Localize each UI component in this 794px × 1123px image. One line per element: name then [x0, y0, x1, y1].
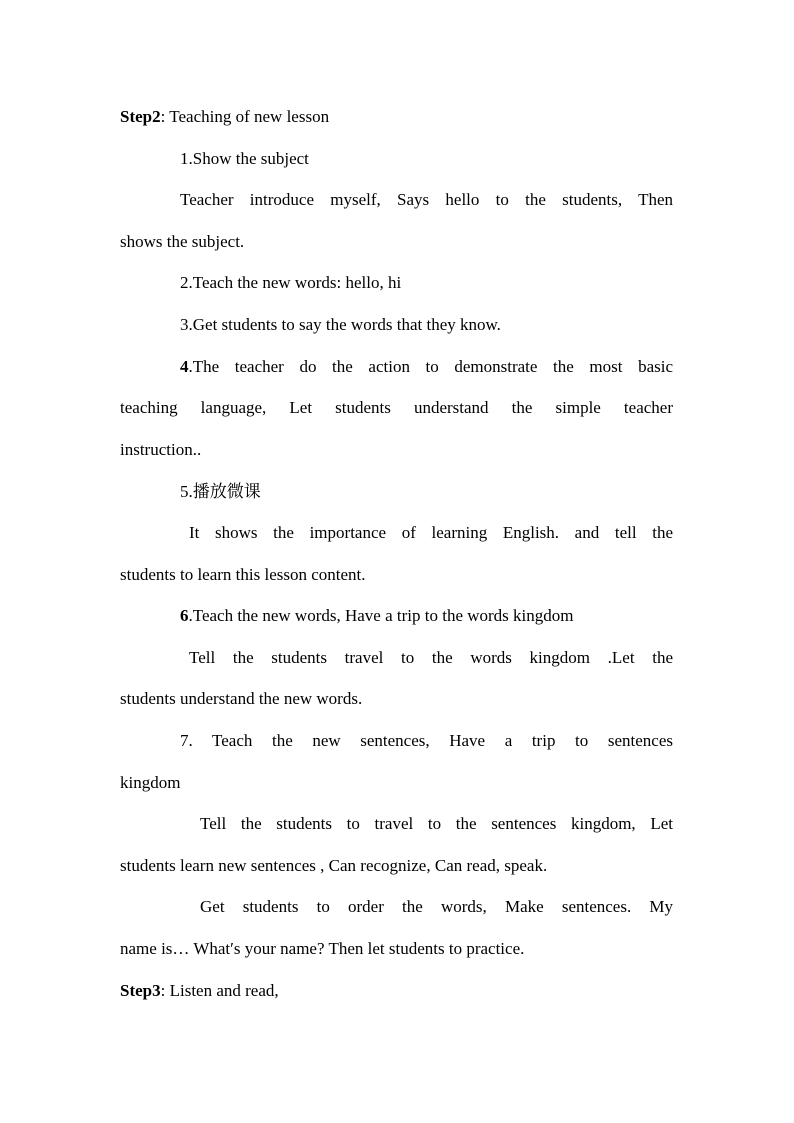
item-2-heading: 2.Teach the new words: hello, hi	[180, 273, 402, 292]
item-6-heading	[180, 606, 673, 628]
item-4-text: .The teacher do the action to demonstrate the most basic	[188, 357, 673, 376]
step2-heading	[120, 107, 673, 129]
item-7-body-line-1: Tell the students to travel to the sentences kingdom, Let	[200, 814, 673, 833]
step3-title: : Listen and read,	[160, 981, 279, 1000]
item-5-body-line-2: students to learn this lesson content.	[120, 565, 366, 584]
item-7-body-line-3: Get students to order the words, Make sentences. My	[200, 897, 673, 916]
item-5-body-line-1: It shows the importance of learning English. and tell the	[189, 523, 673, 542]
step2-title: : Teaching of new lesson	[160, 107, 330, 126]
item-7-number: 7	[180, 731, 189, 750]
item-7-text: . Teach the new sentences, Have a trip to sentences	[188, 731, 673, 750]
item-3-heading: 3.Get students to say the words that they know.	[180, 315, 501, 334]
item-6-number: 6	[180, 606, 189, 625]
item-5-heading: 5.播放微课	[180, 482, 261, 501]
step3-heading	[120, 981, 673, 1003]
item-4-line-1	[180, 357, 673, 379]
item-4-number: 4	[180, 357, 189, 376]
item-7-line-1	[180, 731, 673, 753]
item-1-body-line-1: Teacher introduce myself, Says hello to the students, Then	[180, 190, 673, 209]
item-1-heading: 1.Show the subject	[180, 149, 309, 168]
item-7-body-line-2: students learn new sentences , Can recognize, Can read, speak.	[120, 856, 548, 875]
item-7-body-line-4: name is… What′s your name? Then let students to practice.	[120, 939, 525, 958]
step3-label: Step3	[120, 981, 161, 1000]
step2-label: Step2	[120, 107, 161, 126]
item-6-text: .Teach the new words, Have a trip to the words kingdom	[188, 606, 574, 625]
item-6-body-line-2: students understand the new words.	[120, 689, 363, 708]
item-4-line-2: teaching language, Let students understand the simple teacher	[120, 398, 673, 417]
item-4-line-3: instruction..	[120, 440, 202, 459]
item-1-body-line-2: shows the subject.	[120, 232, 245, 251]
item-7-line-2: kingdom	[120, 773, 181, 792]
item-6-body-line-1: Tell the students travel to the words kingdom .Let the	[189, 648, 673, 667]
